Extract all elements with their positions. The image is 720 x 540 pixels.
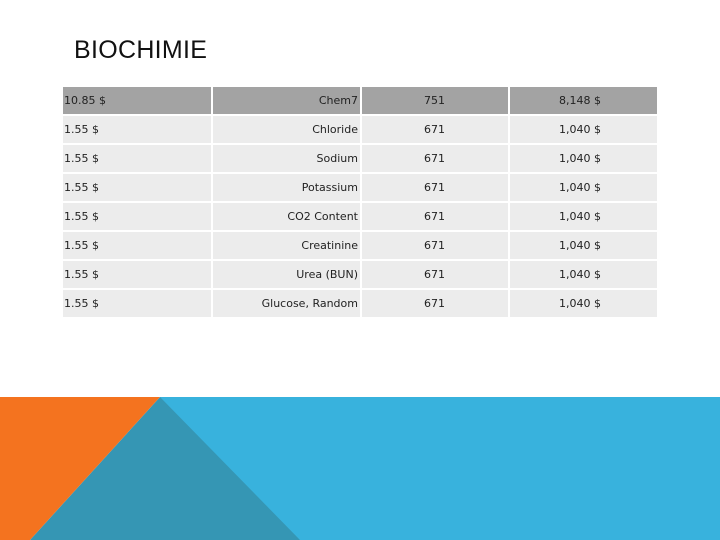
test-name-cell: Chem7 [213,87,362,114]
test-name-cell: Urea (BUN) [213,261,362,288]
test-name-cell: Potassium [213,174,362,201]
test-name-cell: Glucose, Random [213,290,362,317]
slide-title: BIOCHIMIE [74,36,208,64]
count-cell: 671 [362,290,510,317]
count-cell: 671 [362,174,510,201]
test-name-cell: Chloride [213,116,362,143]
total-cell: 1,040 $ [510,261,657,288]
count-cell: 671 [362,116,510,143]
count-cell: 751 [362,87,510,114]
price-cell: 1.55 $ [63,203,213,230]
test-name-cell: Sodium [213,145,362,172]
count-cell: 671 [362,203,510,230]
price-cell: 1.55 $ [63,116,213,143]
total-cell: 1,040 $ [510,290,657,317]
price-cell: 10.85 $ [63,87,213,114]
test-name-cell: Creatinine [213,232,362,259]
price-cell: 1.55 $ [63,290,213,317]
price-cell: 1.55 $ [63,174,213,201]
total-cell: 1,040 $ [510,116,657,143]
test-name-cell: CO2 Content [213,203,362,230]
total-cell: 8,148 $ [510,87,657,114]
price-cell: 1.55 $ [63,232,213,259]
count-cell: 671 [362,261,510,288]
total-cell: 1,040 $ [510,232,657,259]
count-cell: 671 [362,232,510,259]
price-cell: 1.55 $ [63,261,213,288]
total-cell: 1,040 $ [510,174,657,201]
count-cell: 671 [362,145,510,172]
total-cell: 1,040 $ [510,145,657,172]
total-cell: 1,040 $ [510,203,657,230]
price-cell: 1.55 $ [63,145,213,172]
